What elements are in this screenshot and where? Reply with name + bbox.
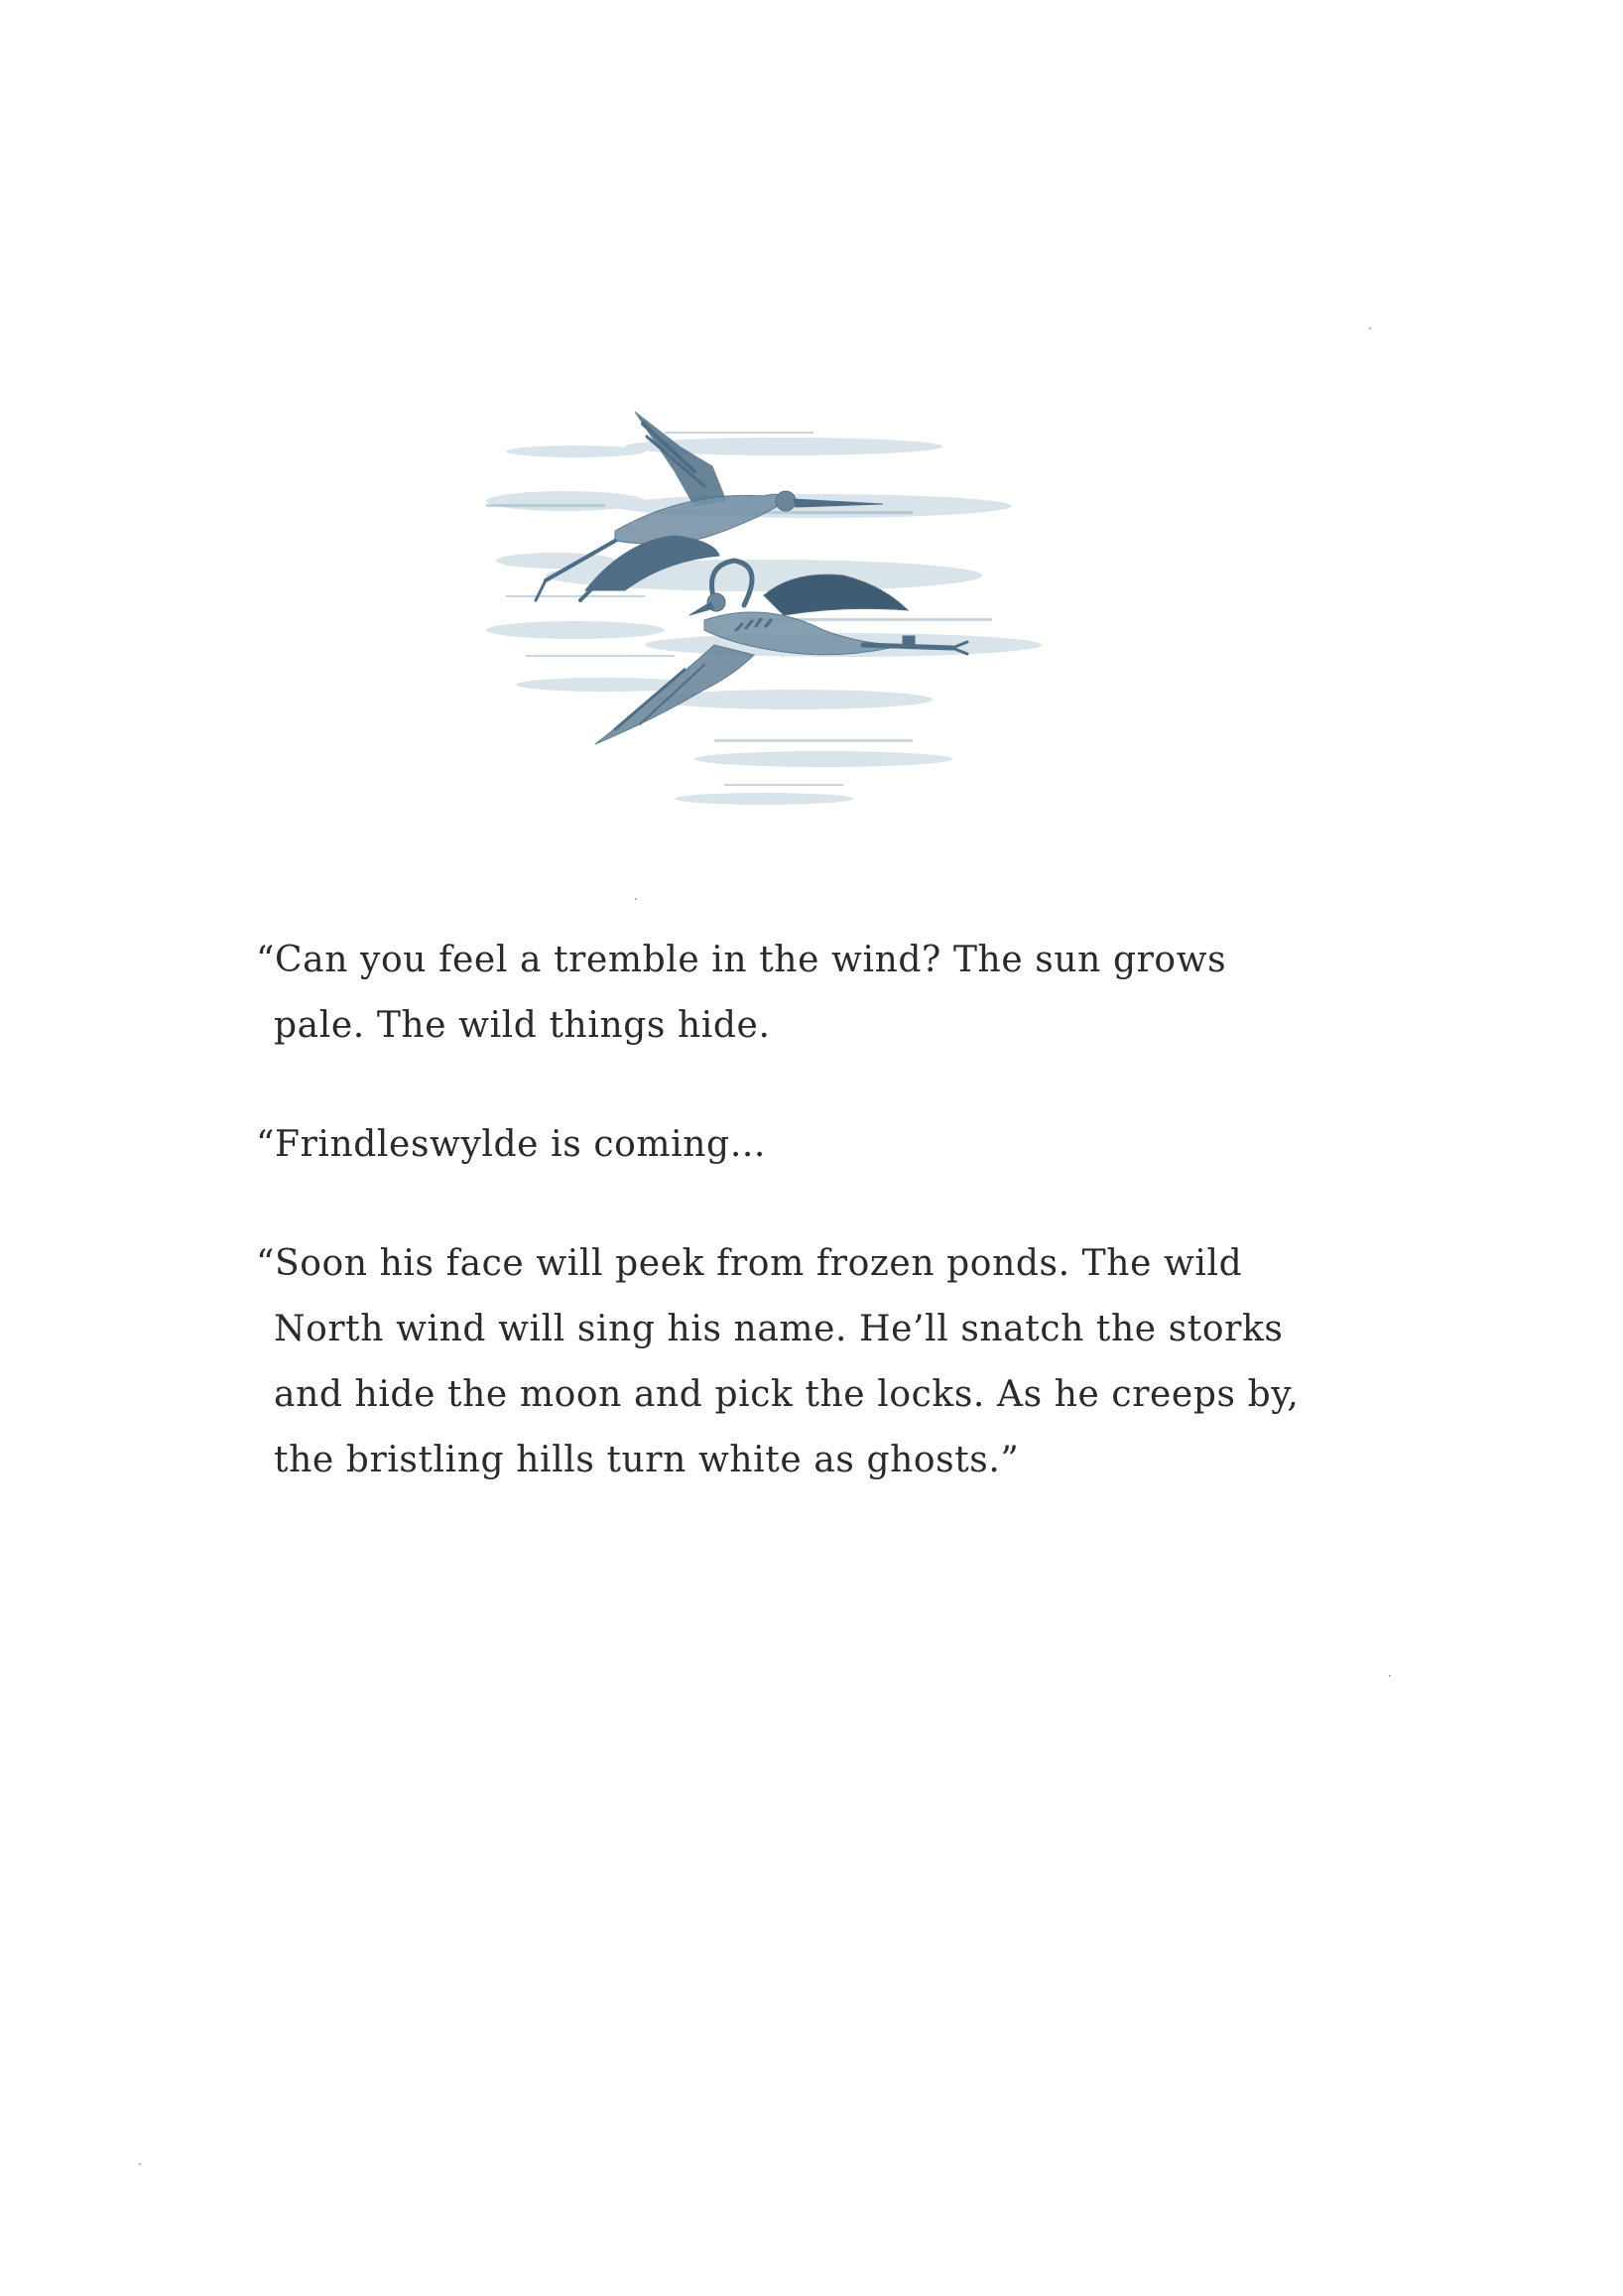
story-text	[256, 928, 1308, 1493]
story-paragraph-1: “Can you feel a tremble in the wind? The sun grows pale. The wild things hide.	[256, 940, 1227, 1046]
story-paragraph-2: “Frindleswylde is coming…	[256, 1124, 767, 1165]
scan-speck	[1369, 327, 1371, 329]
storks-drawing	[466, 392, 1061, 858]
scan-speck	[635, 898, 637, 900]
story-paragraph-3: “Soon his face will peek from frozen ponds. The wild North wind will sing his name. He’ll snatch the storks and hide the moon and pick the locks. As he creeps by, the bristling hills turn white as ghosts.”	[256, 1243, 1300, 1480]
scan-speck	[139, 2163, 141, 2165]
flying-storks-illustration	[466, 392, 1061, 858]
scan-speck	[1389, 1675, 1391, 1677]
